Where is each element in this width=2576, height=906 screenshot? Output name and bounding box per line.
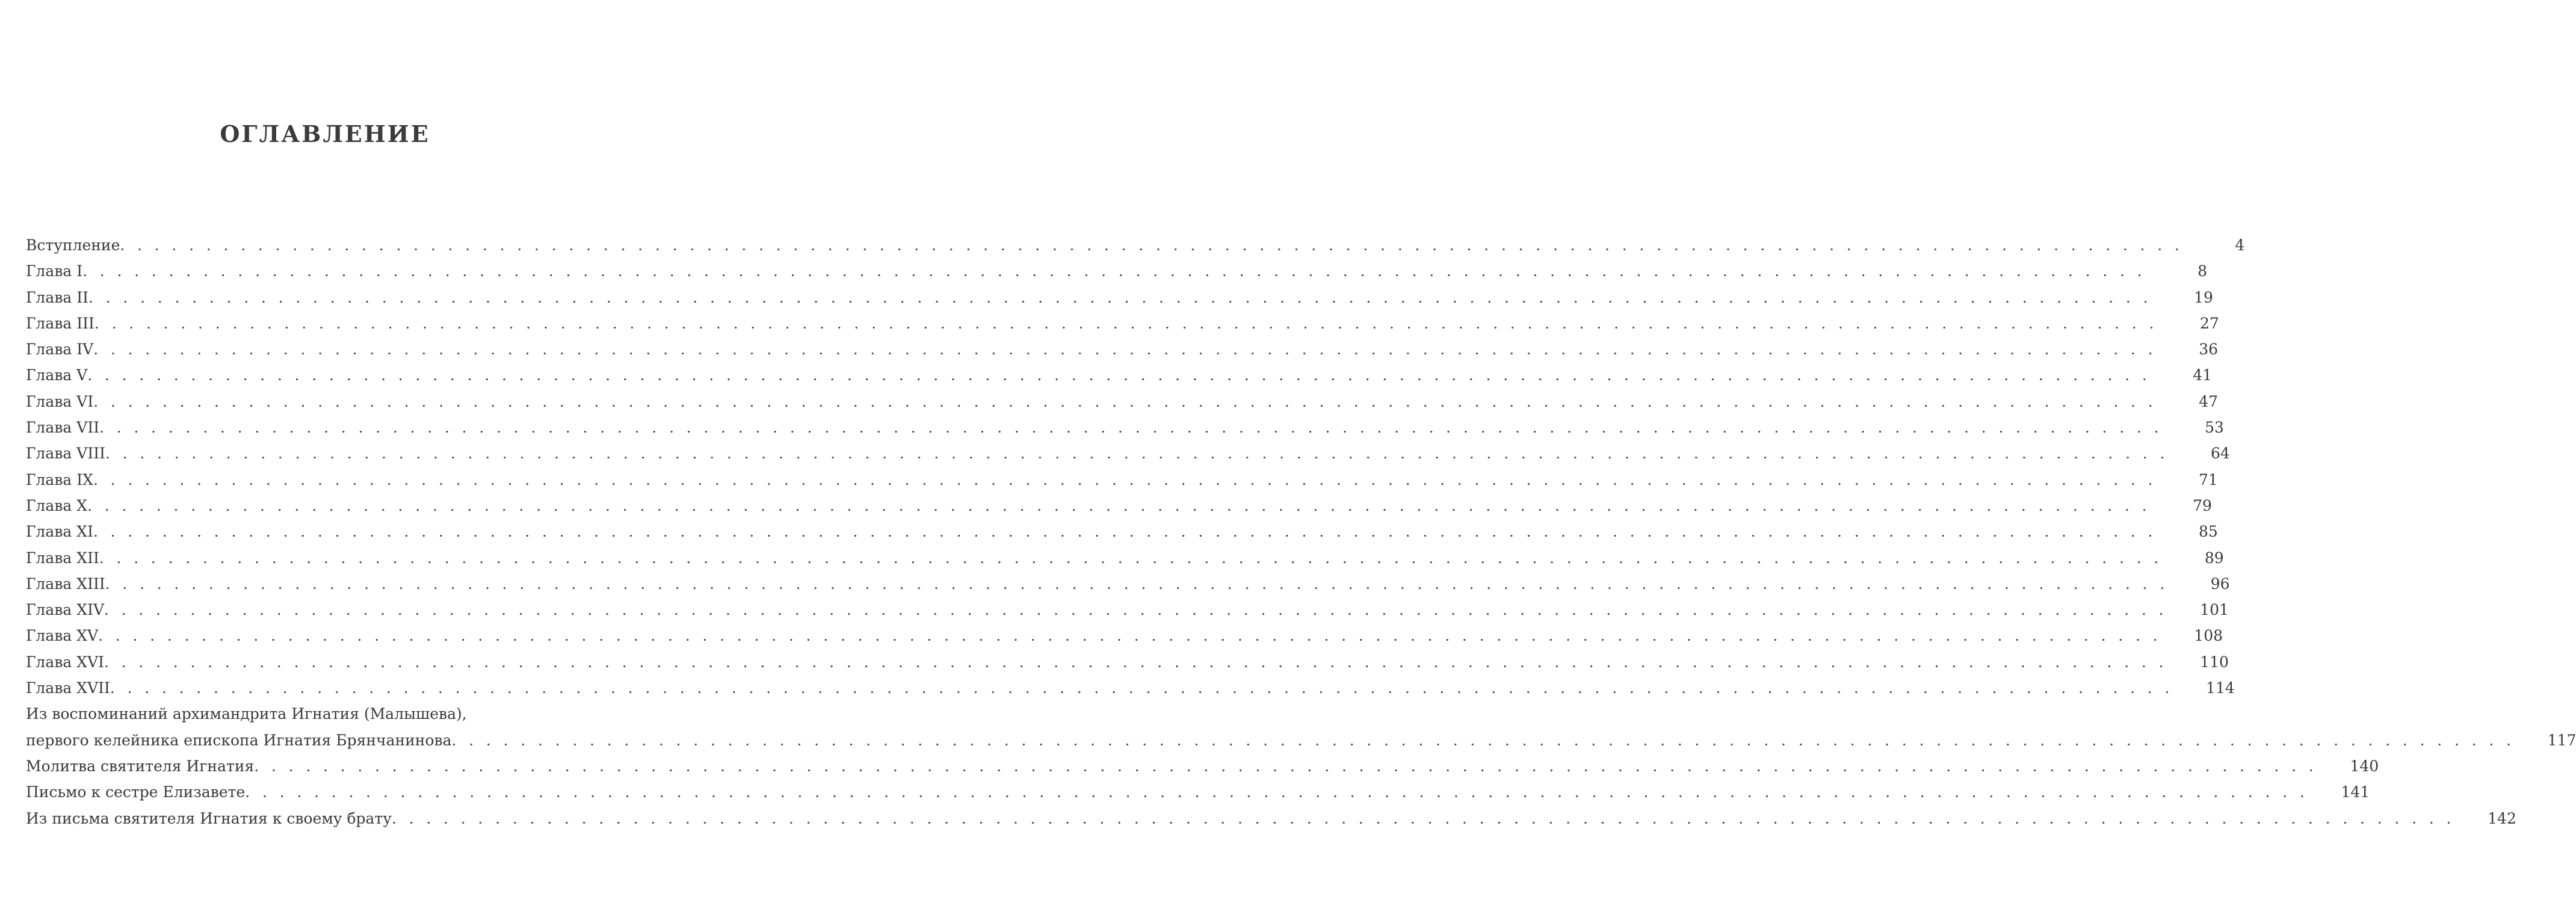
toc-entry-label: Глава II [26,288,89,306]
toc-entry-page: 53 [2205,419,2224,437]
toc-entry [26,310,2219,336]
toc-entry-page: 108 [2194,627,2223,645]
dot-leader: . . . . . . . . . . . . . . . . . . . . . . . . . . . . . . . . . . . . . . . . . . . . . . . . . . . . . . . . . . . . . . . . . . . . . . . . . . . . . . . . . . . . . . . . . . . . . . . . . . . . . . . . . . . . . . . . . . . . . . . . [82,262,2146,280]
toc-entry-page: 19 [2194,288,2213,306]
toc-entry [26,258,2208,284]
toc-entry-page: 4 [2235,236,2245,254]
toc-entry-page: 140 [2350,757,2379,775]
toc-entry-page: 47 [2199,392,2219,410]
dot-leader: . . . . . . . . . . . . . . . . . . . . . . . . . . . . . . . . . . . . . . . . . . . . . . . . . . . . . . . . . . . . . . . . . . . . . . . . . . . . . . . . . . . . . . . . . . . . . . . . . . . . . . . . . . . . . . . . . . . . . . . . [105,575,2169,593]
dot-leader: . . . . . . . . . . . . . . . . . . . . . . . . . . . . . . . . . . . . . . . . . . . . . . . . . . . . . . . . . . . . . . . . . . . . . . . . . . . . . . . . . . . . . . . . . . . . . . . . . . . . . . . . . . . . . . . . . . . . . . . . [87,366,2151,384]
dot-leader: . . . . . . . . . . . . . . . . . . . . . . . . . . . . . . . . . . . . . . . . . . . . . . . . . . . . . . . . . . . . . . . . . . . . . . . . . . . . . . . . . . . . . . . . . . . . . . . . . . . . . . . . . . . . . . . . . . . . . . . . [105,445,2169,463]
dot-leader: . . . . . . . . . . . . . . . . . . . . . . . . . . . . . . . . . . . . . . . . . . . . . . . . . . . . . . . . . . . . . . . . . . . . . . . . . . . . . . . . . . . . . . . . . . . . . . . . . . . . . . . . . . . . . . . . . . . . . . . . [451,731,2515,749]
toc-entry-label: Вступление [26,236,120,254]
toc-entry-label: Глава XIV [26,601,104,619]
toc-entry-page: 85 [2199,523,2218,541]
toc-entry-label: Молитва святителя Игнатия [26,757,255,775]
toc-entry [26,597,2229,623]
toc-entry [26,623,2223,649]
toc-entry [26,779,2370,805]
toc-entry-page: 142 [2488,809,2516,827]
toc-entry-label-line1: Из воспоминаний архимандрита Игнатия (Малышева), [26,705,467,723]
dot-leader: . . . . . . . . . . . . . . . . . . . . . . . . . . . . . . . . . . . . . . . . . . . . . . . . . . . . . . . . . . . . . . . . . . . . . . . . . . . . . . . . . . . . . . . . . . . . . . . . . . . . . . . . . . . . . . . . . . . . . . . . [254,757,2318,775]
toc-entry-label: Глава XV [26,627,99,645]
dot-leader: . . . . . . . . . . . . . . . . . . . . . . . . . . . . . . . . . . . . . . . . . . . . . . . . . . . . . . . . . . . . . . . . . . . . . . . . . . . . . . . . . . . . . . . . . . . . . . . . . . . . . . . . . . . . . . . . . . . . . . . . [94,314,2158,332]
toc-entry-label: первого келейника епископа Игнатия Брянчанинова [26,731,452,749]
dot-leader: . . . . . . . . . . . . . . . . . . . . . . . . . . . . . . . . . . . . . . . . . . . . . . . . . . . . . . . . . . . . . . . . . . . . . . . . . . . . . . . . . . . . . . . . . . . . . . . . . . . . . . . . . . . . . . . . . . . . . . . . [104,653,2167,671]
toc-entry-page: 41 [2193,366,2213,384]
toc-entry [26,493,2212,519]
toc-entry-first-line [26,701,539,727]
toc-entry [26,440,2230,466]
toc-entry-page: 141 [2341,783,2370,801]
toc-entry-label: Из письма святителя Игнатия к своему брату [26,809,392,827]
dot-leader: . . . . . . . . . . . . . . . . . . . . . . . . . . . . . . . . . . . . . . . . . . . . . . . . . . . . . . . . . . . . . . . . . . . . . . . . . . . . . . . . . . . . . . . . . . . . . . . . . . . . . . . . . . . . . . . . . . . . . . . . [99,549,2163,567]
dot-leader: . . . . . . . . . . . . . . . . . . . . . . . . . . . . . . . . . . . . . . . . . . . . . . . . . . . . . . . . . . . . . . . . . . . . . . . . . . . . . . . . . . . . . . . . . . . . . . . . . . . . . . . . . . . . . . . . . . . . . . . . [93,470,2157,488]
toc-entry-page: 117 [2547,731,2576,749]
dot-leader: . . . . . . . . . . . . . . . . . . . . . . . . . . . . . . . . . . . . . . . . . . . . . . . . . . . . . . . . . . . . . . . . . . . . . . . . . . . . . . . . . . . . . . . . . . . . . . . . . . . . . . . . . . . . . . . . . . . . . . . . [110,679,2173,697]
toc-entry [26,336,2219,362]
toc-entry-label: Глава XVI [26,653,104,671]
toc-entry-page: 27 [2199,314,2219,332]
toc-entry [26,362,2213,388]
dot-leader: . . . . . . . . . . . . . . . . . . . . . . . . . . . . . . . . . . . . . . . . . . . . . . . . . . . . . . . . . . . . . . . . . . . . . . . . . . . . . . . . . . . . . . . . . . . . . . . . . . . . . . . . . . . . . . . . . . . . . . . . [87,496,2151,514]
toc-entry-label: Глава IX [26,470,93,488]
toc-entry [26,389,2219,414]
dot-leader: . . . . . . . . . . . . . . . . . . . . . . . . . . . . . . . . . . . . . . . . . . . . . . . . . . . . . . . . . . . . . . . . . . . . . . . . . . . . . . . . . . . . . . . . . . . . . . . . . . . . . . . . . . . . . . . . . . . . . . . . [98,627,2162,645]
toc-entry-label: Глава XIII [26,575,105,593]
toc-entry-label: Глава VIII [26,445,105,463]
toc-entry [26,571,2230,597]
toc-entry [26,649,2229,675]
toc-entry [26,285,2213,310]
toc-entry-label: Глава XI [26,523,93,541]
dot-leader: . . . . . . . . . . . . . . . . . . . . . . . . . . . . . . . . . . . . . . . . . . . . . . . . . . . . . . . . . . . . . . . . . . . . . . . . . . . . . . . . . . . . . . . . . . . . . . . . . . . . . . . . . . . . . . . . . . . . . . . . [93,523,2157,541]
table-of-contents [26,232,2576,831]
toc-entry-page: 96 [2210,575,2230,593]
toc-entry [26,545,2224,571]
toc-entry-second-line [26,727,2576,753]
toc-entry-page: 71 [2199,470,2218,488]
dot-leader: . . . . . . . . . . . . . . . . . . . . . . . . . . . . . . . . . . . . . . . . . . . . . . . . . . . . . . . . . . . . . . . . . . . . . . . . . . . . . . . . . . . . . . . . . . . . . . . . . . . . . . . . . . . . . . . . . . . . . . . . [391,809,2455,827]
toc-entry-label: Глава XVII [26,679,110,697]
toc-entry [26,675,2235,701]
toc-entry [26,467,2218,493]
toc-entry-label: Глава III [26,314,94,332]
page-title: ОГЛАВЛЕНИЕ [220,120,430,147]
dot-leader: . . . . . . . . . . . . . . . . . . . . . . . . . . . . . . . . . . . . . . . . . . . . . . . . . . . . . . . . . . . . . . . . . . . . . . . . . . . . . . . . . . . . . . . . . . . . . . . . . . . . . . . . . . . . . . . . . . . . . . . . [245,783,2309,801]
toc-entry-page: 110 [2200,653,2229,671]
toc-entry-page: 64 [2211,445,2230,463]
dot-leader: . . . . . . . . . . . . . . . . . . . . . . . . . . . . . . . . . . . . . . . . . . . . . . . . . . . . . . . . . . . . . . . . . . . . . . . . . . . . . . . . . . . . . . . . . . . . . . . . . . . . . . . . . . . . . . . . . . . . . . . . [104,601,2167,619]
toc-entry-label: Глава X [26,496,88,514]
toc-entry-label: Глава I [26,262,83,280]
dot-leader: . . . . . . . . . . . . . . . . . . . . . . . . . . . . . . . . . . . . . . . . . . . . . . . . . . . . . . . . . . . . . . . . . . . . . . . . . . . . . . . . . . . . . . . . . . . . . . . . . . . . . . . . . . . . . . . . . . . . . . . . [93,341,2157,359]
dot-leader: . . . . . . . . . . . . . . . . . . . . . . . . . . . . . . . . . . . . . . . . . . . . . . . . . . . . . . . . . . . . . . . . . . . . . . . . . . . . . . . . . . . . . . . . . . . . . . . . . . . . . . . . . . . . . . . . . . . . . . . . [88,288,2152,306]
toc-entry [26,414,2224,440]
toc-entry-page: 114 [2206,679,2235,697]
toc-entry-page: 89 [2204,549,2224,567]
toc-entry [26,701,2576,753]
toc-entry-page: 36 [2199,341,2219,359]
toc-entry-label: Глава VI [26,392,94,410]
dot-leader: . . . . . . . . . . . . . . . . . . . . . . . . . . . . . . . . . . . . . . . . . . . . . . . . . . . . . . . . . . . . . . . . . . . . . . . . . . . . . . . . . . . . . . . . . . . . . . . . . . . . . . . . . . . . . . . . . . . . . . . . [120,236,2184,254]
toc-entry [26,806,2516,831]
dot-leader: . . . . . . . . . . . . . . . . . . . . . . . . . . . . . . . . . . . . . . . . . . . . . . . . . . . . . . . . . . . . . . . . . . . . . . . . . . . . . . . . . . . . . . . . . . . . . . . . . . . . . . . . . . . . . . . . . . . . . . . . [93,392,2157,410]
toc-entry [26,753,2379,779]
toc-entry [26,519,2218,544]
toc-entry-label: Глава IV [26,341,94,359]
toc-entry-label: Глава V [26,366,88,384]
toc-entry-label: Глава XII [26,549,99,567]
dot-leader: . . . . . . . . . . . . . . . . . . . . . . . . . . . . . . . . . . . . . . . . . . . . . . . . . . . . . . . . . . . . . . . . . . . . . . . . . . . . . . . . . . . . . . . . . . . . . . . . . . . . . . . . . . . . . . . . . . . . . . . . [99,419,2163,437]
toc-entry-page: 8 [2198,262,2208,280]
toc-entry-page: 101 [2200,601,2229,619]
toc-entry-label: Письмо к сестре Елизавете [26,783,246,801]
toc-entry-page: 79 [2193,496,2212,514]
toc-entry [26,232,2245,258]
toc-entry-label: Глава VII [26,419,100,437]
